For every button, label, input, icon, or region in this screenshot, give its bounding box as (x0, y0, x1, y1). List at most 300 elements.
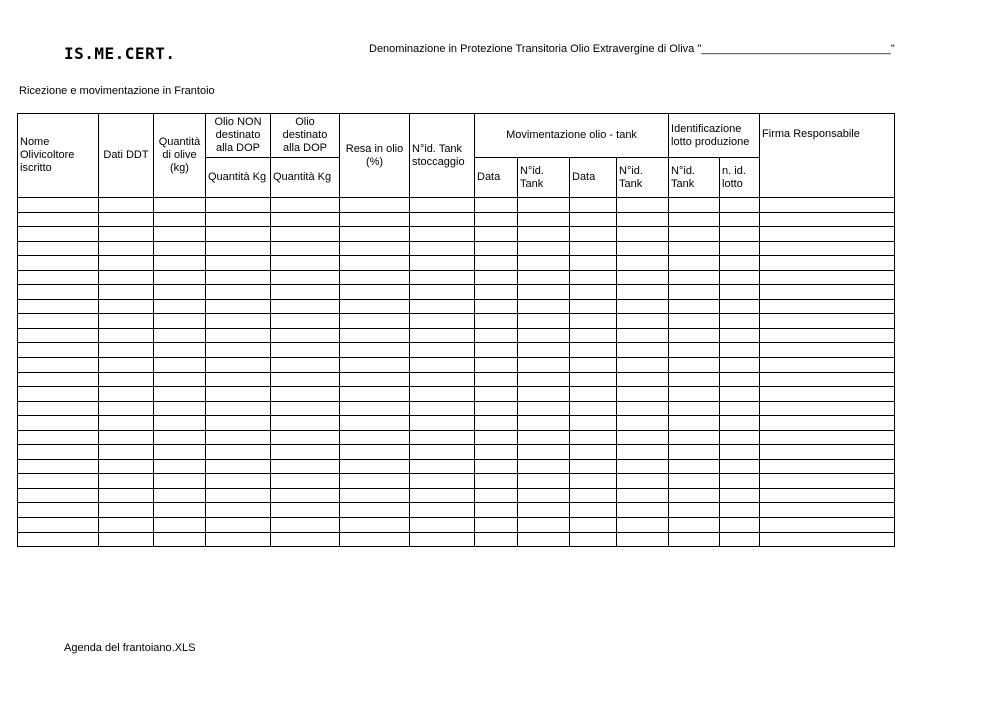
table-cell[interactable] (570, 518, 617, 533)
table-cell[interactable] (154, 445, 206, 460)
table-cell[interactable] (617, 358, 669, 373)
table-cell[interactable] (340, 241, 410, 256)
table-cell[interactable] (617, 270, 669, 285)
table-cell[interactable] (154, 358, 206, 373)
table-cell[interactable] (617, 285, 669, 300)
table-cell[interactable] (340, 401, 410, 416)
table-cell[interactable] (340, 358, 410, 373)
table-cell[interactable] (410, 270, 475, 285)
table-cell[interactable] (340, 518, 410, 533)
table-cell[interactable] (475, 387, 518, 402)
table-cell[interactable] (340, 532, 410, 547)
table-cell[interactable] (760, 430, 895, 445)
table-cell[interactable] (154, 488, 206, 503)
table-cell[interactable] (340, 474, 410, 489)
table-cell[interactable] (18, 285, 99, 300)
table-cell[interactable] (475, 328, 518, 343)
table-cell[interactable] (475, 314, 518, 329)
table-cell[interactable] (617, 459, 669, 474)
table-cell[interactable] (410, 430, 475, 445)
table-cell[interactable] (99, 270, 154, 285)
table-cell[interactable] (475, 212, 518, 227)
table-cell[interactable] (410, 227, 475, 242)
table-cell[interactable] (271, 328, 340, 343)
table-cell[interactable] (570, 270, 617, 285)
table-cell[interactable] (617, 416, 669, 431)
table-cell[interactable] (206, 270, 271, 285)
table-cell[interactable] (154, 328, 206, 343)
table-cell[interactable] (206, 256, 271, 271)
table-cell[interactable] (18, 459, 99, 474)
table-cell[interactable] (760, 198, 895, 213)
table-cell[interactable] (669, 445, 720, 460)
table-cell[interactable] (720, 459, 760, 474)
table-cell[interactable] (669, 328, 720, 343)
table-cell[interactable] (475, 270, 518, 285)
table-cell[interactable] (99, 328, 154, 343)
table-cell[interactable] (410, 445, 475, 460)
table-cell[interactable] (99, 387, 154, 402)
table-cell[interactable] (669, 372, 720, 387)
table-cell[interactable] (99, 430, 154, 445)
table-cell[interactable] (518, 518, 570, 533)
table-cell[interactable] (518, 314, 570, 329)
table-cell[interactable] (760, 401, 895, 416)
table-cell[interactable] (475, 474, 518, 489)
table-cell[interactable] (99, 314, 154, 329)
table-cell[interactable] (669, 401, 720, 416)
table-cell[interactable] (99, 198, 154, 213)
table-cell[interactable] (720, 343, 760, 358)
table-cell[interactable] (617, 314, 669, 329)
table-cell[interactable] (760, 256, 895, 271)
table-cell[interactable] (570, 241, 617, 256)
table-cell[interactable] (720, 212, 760, 227)
table-cell[interactable] (340, 314, 410, 329)
table-cell[interactable] (410, 358, 475, 373)
table-cell[interactable] (99, 299, 154, 314)
table-cell[interactable] (18, 314, 99, 329)
table-cell[interactable] (410, 299, 475, 314)
table-cell[interactable] (340, 256, 410, 271)
table-cell[interactable] (206, 299, 271, 314)
table-cell[interactable] (18, 241, 99, 256)
table-cell[interactable] (206, 416, 271, 431)
table-cell[interactable] (475, 343, 518, 358)
table-cell[interactable] (18, 532, 99, 547)
table-cell[interactable] (154, 387, 206, 402)
table-cell[interactable] (570, 474, 617, 489)
table-cell[interactable] (18, 212, 99, 227)
table-cell[interactable] (760, 328, 895, 343)
table-cell[interactable] (475, 299, 518, 314)
table-cell[interactable] (518, 270, 570, 285)
table-cell[interactable] (206, 488, 271, 503)
table-cell[interactable] (570, 227, 617, 242)
table-cell[interactable] (99, 459, 154, 474)
table-cell[interactable] (570, 401, 617, 416)
table-cell[interactable] (617, 299, 669, 314)
table-cell[interactable] (410, 372, 475, 387)
table-cell[interactable] (154, 198, 206, 213)
table-cell[interactable] (340, 430, 410, 445)
table-cell[interactable] (570, 488, 617, 503)
table-cell[interactable] (206, 532, 271, 547)
table-cell[interactable] (99, 212, 154, 227)
table-cell[interactable] (669, 227, 720, 242)
table-cell[interactable] (271, 416, 340, 431)
table-cell[interactable] (669, 198, 720, 213)
table-cell[interactable] (669, 503, 720, 518)
table-cell[interactable] (720, 372, 760, 387)
table-cell[interactable] (760, 227, 895, 242)
table-cell[interactable] (518, 503, 570, 518)
table-cell[interactable] (99, 416, 154, 431)
table-cell[interactable] (570, 372, 617, 387)
table-cell[interactable] (410, 198, 475, 213)
table-cell[interactable] (18, 430, 99, 445)
table-cell[interactable] (518, 285, 570, 300)
table-cell[interactable] (760, 474, 895, 489)
table-cell[interactable] (518, 198, 570, 213)
table-cell[interactable] (99, 503, 154, 518)
table-cell[interactable] (617, 503, 669, 518)
table-cell[interactable] (475, 256, 518, 271)
table-cell[interactable] (206, 241, 271, 256)
table-cell[interactable] (99, 241, 154, 256)
table-cell[interactable] (154, 270, 206, 285)
table-cell[interactable] (669, 299, 720, 314)
table-cell[interactable] (206, 212, 271, 227)
table-cell[interactable] (206, 474, 271, 489)
table-cell[interactable] (410, 401, 475, 416)
table-cell[interactable] (760, 212, 895, 227)
table-cell[interactable] (617, 227, 669, 242)
table-cell[interactable] (154, 372, 206, 387)
table-cell[interactable] (18, 488, 99, 503)
table-cell[interactable] (18, 372, 99, 387)
table-cell[interactable] (206, 314, 271, 329)
table-cell[interactable] (99, 372, 154, 387)
table-cell[interactable] (617, 430, 669, 445)
table-cell[interactable] (720, 445, 760, 460)
table-cell[interactable] (570, 532, 617, 547)
table-cell[interactable] (570, 198, 617, 213)
table-cell[interactable] (518, 416, 570, 431)
table-cell[interactable] (475, 430, 518, 445)
table-cell[interactable] (206, 503, 271, 518)
table-cell[interactable] (475, 445, 518, 460)
table-cell[interactable] (617, 401, 669, 416)
table-cell[interactable] (154, 503, 206, 518)
table-cell[interactable] (271, 358, 340, 373)
table-cell[interactable] (475, 285, 518, 300)
table-cell[interactable] (206, 227, 271, 242)
table-cell[interactable] (720, 488, 760, 503)
table-cell[interactable] (340, 299, 410, 314)
table-cell[interactable] (410, 328, 475, 343)
table-cell[interactable] (18, 416, 99, 431)
table-cell[interactable] (340, 503, 410, 518)
table-cell[interactable] (518, 343, 570, 358)
table-cell[interactable] (720, 416, 760, 431)
table-cell[interactable] (18, 503, 99, 518)
table-cell[interactable] (410, 532, 475, 547)
table-cell[interactable] (271, 256, 340, 271)
table-cell[interactable] (518, 488, 570, 503)
table-cell[interactable] (206, 285, 271, 300)
table-cell[interactable] (720, 227, 760, 242)
table-cell[interactable] (760, 358, 895, 373)
table-cell[interactable] (518, 227, 570, 242)
table-cell[interactable] (271, 488, 340, 503)
table-cell[interactable] (99, 401, 154, 416)
table-cell[interactable] (410, 474, 475, 489)
table-cell[interactable] (669, 314, 720, 329)
table-cell[interactable] (570, 314, 617, 329)
table-cell[interactable] (340, 372, 410, 387)
table-cell[interactable] (720, 532, 760, 547)
table-cell[interactable] (206, 430, 271, 445)
table-cell[interactable] (99, 343, 154, 358)
table-cell[interactable] (154, 343, 206, 358)
table-cell[interactable] (18, 328, 99, 343)
table-cell[interactable] (18, 299, 99, 314)
table-cell[interactable] (518, 474, 570, 489)
table-cell[interactable] (669, 459, 720, 474)
table-cell[interactable] (271, 387, 340, 402)
table-cell[interactable] (570, 445, 617, 460)
table-cell[interactable] (617, 212, 669, 227)
table-cell[interactable] (154, 532, 206, 547)
table-cell[interactable] (99, 445, 154, 460)
table-cell[interactable] (518, 212, 570, 227)
table-cell[interactable] (570, 285, 617, 300)
table-cell[interactable] (271, 241, 340, 256)
table-cell[interactable] (206, 198, 271, 213)
table-cell[interactable] (18, 343, 99, 358)
table-cell[interactable] (206, 459, 271, 474)
table-cell[interactable] (518, 459, 570, 474)
table-cell[interactable] (154, 241, 206, 256)
table-cell[interactable] (760, 343, 895, 358)
table-cell[interactable] (720, 198, 760, 213)
table-cell[interactable] (518, 358, 570, 373)
table-cell[interactable] (99, 256, 154, 271)
table-cell[interactable] (669, 343, 720, 358)
table-cell[interactable] (669, 358, 720, 373)
table-cell[interactable] (617, 256, 669, 271)
table-cell[interactable] (570, 256, 617, 271)
table-cell[interactable] (720, 518, 760, 533)
table-cell[interactable] (518, 328, 570, 343)
table-cell[interactable] (570, 503, 617, 518)
table-cell[interactable] (760, 503, 895, 518)
table-cell[interactable] (570, 299, 617, 314)
table-cell[interactable] (720, 314, 760, 329)
table-cell[interactable] (720, 299, 760, 314)
table-cell[interactable] (99, 518, 154, 533)
table-cell[interactable] (720, 328, 760, 343)
table-cell[interactable] (154, 518, 206, 533)
table-cell[interactable] (720, 474, 760, 489)
table-cell[interactable] (271, 285, 340, 300)
table-cell[interactable] (475, 227, 518, 242)
table-cell[interactable] (340, 488, 410, 503)
table-cell[interactable] (18, 256, 99, 271)
table-cell[interactable] (720, 256, 760, 271)
table-cell[interactable] (154, 401, 206, 416)
table-cell[interactable] (720, 241, 760, 256)
table-cell[interactable] (669, 416, 720, 431)
table-cell[interactable] (206, 401, 271, 416)
table-cell[interactable] (518, 387, 570, 402)
table-cell[interactable] (154, 474, 206, 489)
table-cell[interactable] (206, 372, 271, 387)
table-cell[interactable] (760, 270, 895, 285)
table-cell[interactable] (669, 212, 720, 227)
table-cell[interactable] (340, 387, 410, 402)
table-cell[interactable] (18, 401, 99, 416)
table-cell[interactable] (154, 314, 206, 329)
table-cell[interactable] (475, 532, 518, 547)
table-cell[interactable] (669, 387, 720, 402)
table-cell[interactable] (720, 285, 760, 300)
table-cell[interactable] (669, 532, 720, 547)
table-cell[interactable] (206, 343, 271, 358)
table-cell[interactable] (18, 358, 99, 373)
table-cell[interactable] (617, 474, 669, 489)
table-cell[interactable] (475, 358, 518, 373)
table-cell[interactable] (99, 488, 154, 503)
table-cell[interactable] (518, 445, 570, 460)
table-cell[interactable] (410, 518, 475, 533)
table-cell[interactable] (669, 285, 720, 300)
table-cell[interactable] (475, 198, 518, 213)
table-cell[interactable] (570, 387, 617, 402)
table-cell[interactable] (410, 314, 475, 329)
table-cell[interactable] (760, 285, 895, 300)
table-cell[interactable] (475, 372, 518, 387)
table-cell[interactable] (475, 416, 518, 431)
table-cell[interactable] (617, 532, 669, 547)
table-cell[interactable] (154, 430, 206, 445)
table-cell[interactable] (760, 488, 895, 503)
table-cell[interactable] (669, 430, 720, 445)
table-cell[interactable] (720, 387, 760, 402)
table-cell[interactable] (410, 212, 475, 227)
table-cell[interactable] (475, 459, 518, 474)
table-cell[interactable] (271, 212, 340, 227)
table-cell[interactable] (271, 430, 340, 445)
table-cell[interactable] (99, 285, 154, 300)
table-cell[interactable] (271, 270, 340, 285)
table-cell[interactable] (669, 474, 720, 489)
table-cell[interactable] (271, 372, 340, 387)
table-cell[interactable] (410, 416, 475, 431)
table-cell[interactable] (720, 503, 760, 518)
table-cell[interactable] (475, 503, 518, 518)
table-cell[interactable] (518, 430, 570, 445)
table-cell[interactable] (340, 227, 410, 242)
table-cell[interactable] (99, 532, 154, 547)
table-cell[interactable] (760, 387, 895, 402)
table-cell[interactable] (760, 416, 895, 431)
table-cell[interactable] (669, 488, 720, 503)
table-cell[interactable] (340, 270, 410, 285)
table-cell[interactable] (271, 474, 340, 489)
table-cell[interactable] (154, 256, 206, 271)
table-cell[interactable] (206, 387, 271, 402)
table-cell[interactable] (570, 416, 617, 431)
table-cell[interactable] (410, 387, 475, 402)
table-cell[interactable] (720, 430, 760, 445)
table-cell[interactable] (206, 328, 271, 343)
table-cell[interactable] (720, 401, 760, 416)
table-cell[interactable] (617, 343, 669, 358)
table-cell[interactable] (154, 227, 206, 242)
table-cell[interactable] (518, 256, 570, 271)
table-cell[interactable] (271, 401, 340, 416)
table-cell[interactable] (720, 270, 760, 285)
table-cell[interactable] (271, 198, 340, 213)
table-cell[interactable] (410, 241, 475, 256)
table-cell[interactable] (518, 532, 570, 547)
table-cell[interactable] (760, 459, 895, 474)
table-cell[interactable] (206, 358, 271, 373)
table-cell[interactable] (154, 299, 206, 314)
table-cell[interactable] (18, 518, 99, 533)
table-cell[interactable] (518, 401, 570, 416)
table-cell[interactable] (669, 270, 720, 285)
table-cell[interactable] (570, 459, 617, 474)
table-cell[interactable] (669, 241, 720, 256)
table-cell[interactable] (340, 416, 410, 431)
table-cell[interactable] (271, 459, 340, 474)
table-cell[interactable] (18, 445, 99, 460)
table-cell[interactable] (669, 256, 720, 271)
table-cell[interactable] (475, 401, 518, 416)
table-cell[interactable] (271, 503, 340, 518)
table-cell[interactable] (570, 328, 617, 343)
table-cell[interactable] (99, 358, 154, 373)
table-cell[interactable] (410, 256, 475, 271)
table-cell[interactable] (410, 488, 475, 503)
table-cell[interactable] (99, 227, 154, 242)
table-cell[interactable] (760, 314, 895, 329)
table-cell[interactable] (18, 198, 99, 213)
table-cell[interactable] (475, 518, 518, 533)
table-cell[interactable] (340, 285, 410, 300)
table-cell[interactable] (617, 198, 669, 213)
table-cell[interactable] (271, 445, 340, 460)
table-cell[interactable] (475, 241, 518, 256)
table-cell[interactable] (154, 285, 206, 300)
table-cell[interactable] (340, 459, 410, 474)
table-cell[interactable] (570, 343, 617, 358)
table-cell[interactable] (760, 299, 895, 314)
table-cell[interactable] (570, 430, 617, 445)
table-cell[interactable] (410, 285, 475, 300)
table-cell[interactable] (271, 227, 340, 242)
table-cell[interactable] (18, 227, 99, 242)
table-cell[interactable] (18, 387, 99, 402)
table-cell[interactable] (617, 328, 669, 343)
table-cell[interactable] (340, 198, 410, 213)
table-cell[interactable] (340, 212, 410, 227)
table-cell[interactable] (340, 445, 410, 460)
table-cell[interactable] (518, 299, 570, 314)
